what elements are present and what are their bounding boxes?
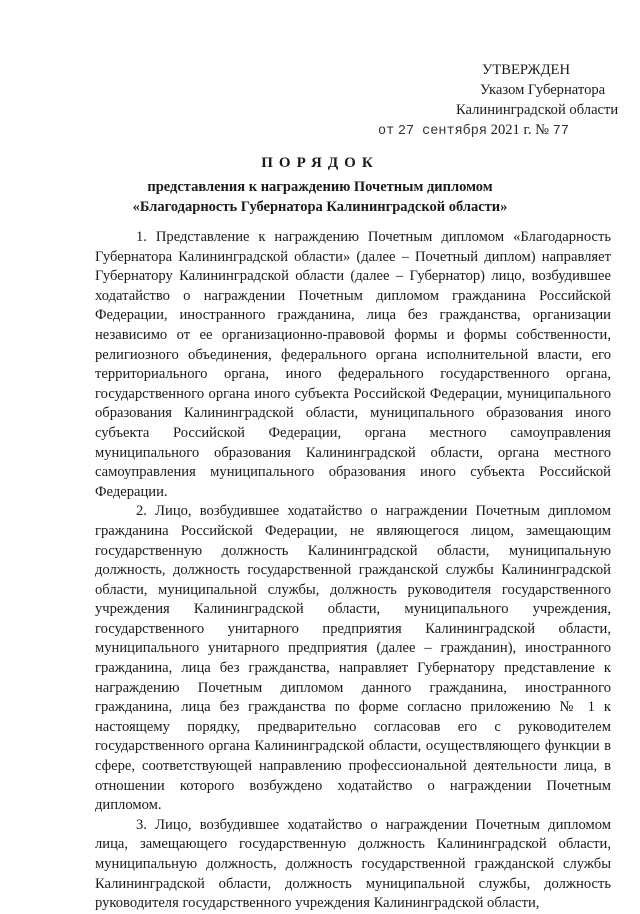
document-heading xyxy=(0,153,640,217)
paragraph-3: 3. Лицо, возбудившее ходатайство о награждении Почетным дипломом лица, замещающего государственную должность Калининградской области, муниципальную должность, должность государственной гражданской службы Калининградской области, должность муниципальной службы, должность руководителя государственного учреждения Калининградской области, xyxy=(95,816,611,912)
number-sign: № xyxy=(535,122,550,138)
document-subtitle-2: «Благодарность Губернатора Калининградской области» xyxy=(132,199,508,215)
date-prefix: от xyxy=(378,124,395,139)
document-body xyxy=(95,228,611,914)
paragraph-2: 2. Лицо, возбудившее ходатайство о награждении Почетным дипломом гражданина Российской Федерации, не являющегося лицом, замещающим государственную должность Калининградской области, муниципальную должность, должность государственной гражданской службы Калининградской области, муниципальной службы, должность руководителя государственного учреждения Калининградской области, муниципального учреждения, государственного унитарного предприятия Калининградской области, муниципального унитарного предприятия (далее – гражданин), иностранного гражданина, лица без гражданства, направляет Губернатору представление к награждению Почетным дипломом данного гражданина, иностранного гражданина, лица без гражданства по форме согласно приложению № 1 к настоящему порядку, предварительно согласовав его с руководителем государственного органа Калининградской области, осуществляющего функции в сфере, соответствующей направлению профессиональной деятельности лица, в отношении которого возбуждено ходатайство о награждении Почетным дипломом. xyxy=(95,503,611,814)
decree-number: 77 xyxy=(552,124,569,139)
date-day-month: 27 сентября xyxy=(397,124,487,139)
document-title: ПОРЯДОК xyxy=(261,155,379,171)
date-year: 2021 г. xyxy=(490,122,532,138)
approval-date-line xyxy=(360,120,620,142)
paragraph-1: 1. Представление к награждению Почетным дипломом «Благодарность Губернатора Калининградской области» (далее – Почетный диплом) направляет Губернатору Калининградской области (далее – Губернатор) лицо, возбудившее ходатайство о награждении Почетным дипломом гражданина Российской Федерации, иностранного гражданина, лица без гражданства, организации независимо от ее организационно-правовой формы и формы собственности, религиозного объединения, федерального органа исполнительной власти, его территориального органа, иного федерального государственного органа, государственного органа иного субъекта Российской Федерации, муниципального образования Калининградской области, муниципального образования иного субъекта Российской Федерации, органа местного самоуправления муниципального образования Калининградской области, органа местного самоуправления муниципального образования иного субъекта Российской Федерации. xyxy=(95,229,611,500)
approval-heading: УТВЕРЖДЕН xyxy=(482,62,570,78)
document-subtitle-1: представления к награждению Почетным дипломом xyxy=(147,179,493,195)
approval-stamp xyxy=(360,60,620,142)
approval-decree-line: Указом Губернатора xyxy=(480,82,606,98)
approval-region-line: Калининградской области xyxy=(456,102,619,118)
